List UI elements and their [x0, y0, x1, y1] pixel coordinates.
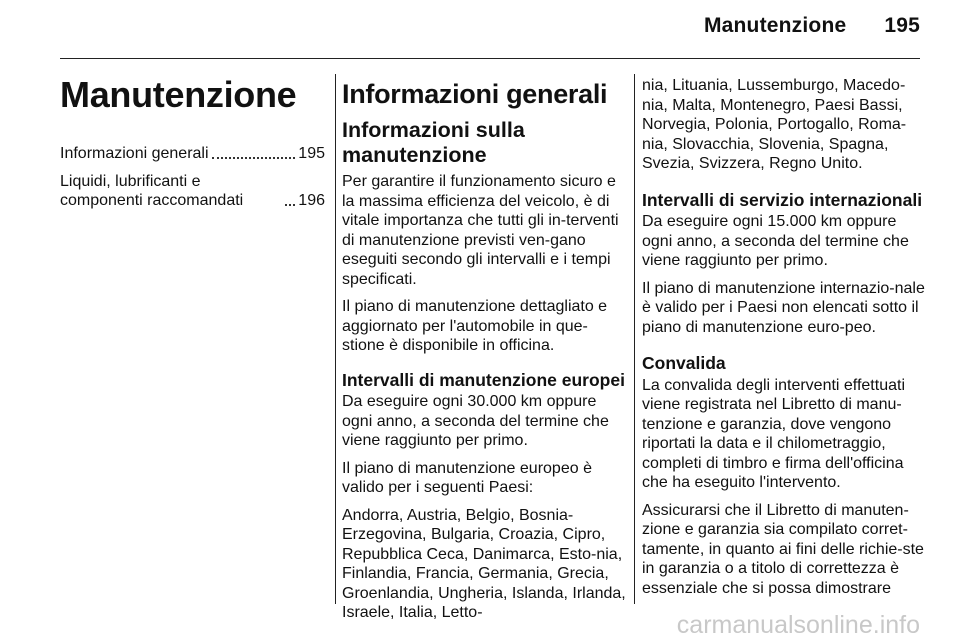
- toc-leader-dots: [285, 204, 295, 206]
- watermark: carmanualsonline.info: [676, 611, 920, 639]
- toc-entry-page: 195: [298, 145, 325, 162]
- column-divider-2: [634, 74, 635, 604]
- section-title: Informazioni generali: [342, 79, 608, 109]
- paragraph: Da eseguire ogni 30.000 km oppure ogni anno, a seconda del termine che viene raggiunto per primo.: [342, 393, 609, 449]
- page-header: [704, 14, 920, 38]
- subsection-title: Informazioni sulla manutenzione: [342, 118, 525, 167]
- toc-entry[interactable]: [60, 172, 325, 211]
- toc-entry-text: Liquidi, lubrificanti e componenti raccomandati: [60, 172, 244, 209]
- column-3: [642, 64, 926, 606]
- paragraph: Assicurarsi che il Libretto di manuten-zione e garanzia sia compilato corret-tamente, in quanto ai fini delle richie-ste in garanzia o a titolo di correttezza è essenziale che si possa dimostrare: [642, 501, 924, 597]
- paragraph: Per garantire il funzionamento sicuro e la massima efficienza del veicolo, è di vitale importanza che tutti gli in-terventi di manutenzione previsti ven-gano eseguiti secondo gli intervalli e i tempi specificati.: [342, 173, 619, 288]
- paragraph: Il piano di manutenzione internazio-nale è valido per i Paesi non elencati sotto il piano di manutenzione euro-peo.: [642, 279, 925, 336]
- toc-entry-text: Informazioni generali: [60, 145, 209, 162]
- column-2: [342, 64, 626, 631]
- column-divider-1: [335, 74, 336, 604]
- header-title: Manutenzione: [703, 14, 847, 37]
- page-number: 195: [884, 14, 920, 37]
- subsection-title: Intervalli di manutenzione europei: [342, 369, 625, 390]
- subsection-title: Convalida: [642, 353, 726, 373]
- header-rule: [60, 58, 920, 59]
- toc-entry[interactable]: [60, 144, 325, 164]
- subsection-title: Intervalli di servizio internazionali: [642, 189, 923, 210]
- paragraph: Andorra, Austria, Belgio, Bosnia-Erzegovina, Bulgaria, Croazia, Cipro, Repubblica Ceca, Danimarca, Esto-nia, Finlandia, Francia, Germania, Grecia, Groenlandia, Ungheria, Islanda, Irlanda, Israele, Italia, Letto-: [342, 506, 626, 621]
- paragraph: Il piano di manutenzione dettagliato e aggiornato per l'automobile in que-stione è disponibile in officina.: [342, 298, 608, 354]
- paragraph: Da eseguire ogni 15.000 km oppure ogni anno, a seconda del termine che viene raggiunto per primo.: [642, 213, 909, 269]
- paragraph: La convalida degli interventi effettuati viene registrata nel Libretto di manu-tenzione e garanzia, dove vengono riportati la data e il chilometraggio, completi di timbro e firma dell'officina che ha eseguito l'intervento.: [642, 376, 905, 491]
- column-1: [60, 64, 325, 219]
- chapter-title: Manutenzione: [60, 74, 297, 115]
- toc-leader-dots: [212, 157, 296, 159]
- toc-entry-page: 196: [298, 192, 325, 209]
- paragraph: nia, Lituania, Lussemburgo, Macedo-nia, Malta, Montenegro, Paesi Bassi, Norvegia, Polonia, Portogallo, Roma-nia, Slovacchia, Slovenia, Spagna, Svezia, Svizzera, Regno Unito.: [642, 77, 907, 172]
- paragraph: Il piano di manutenzione europeo è valido per i seguenti Paesi:: [342, 459, 592, 496]
